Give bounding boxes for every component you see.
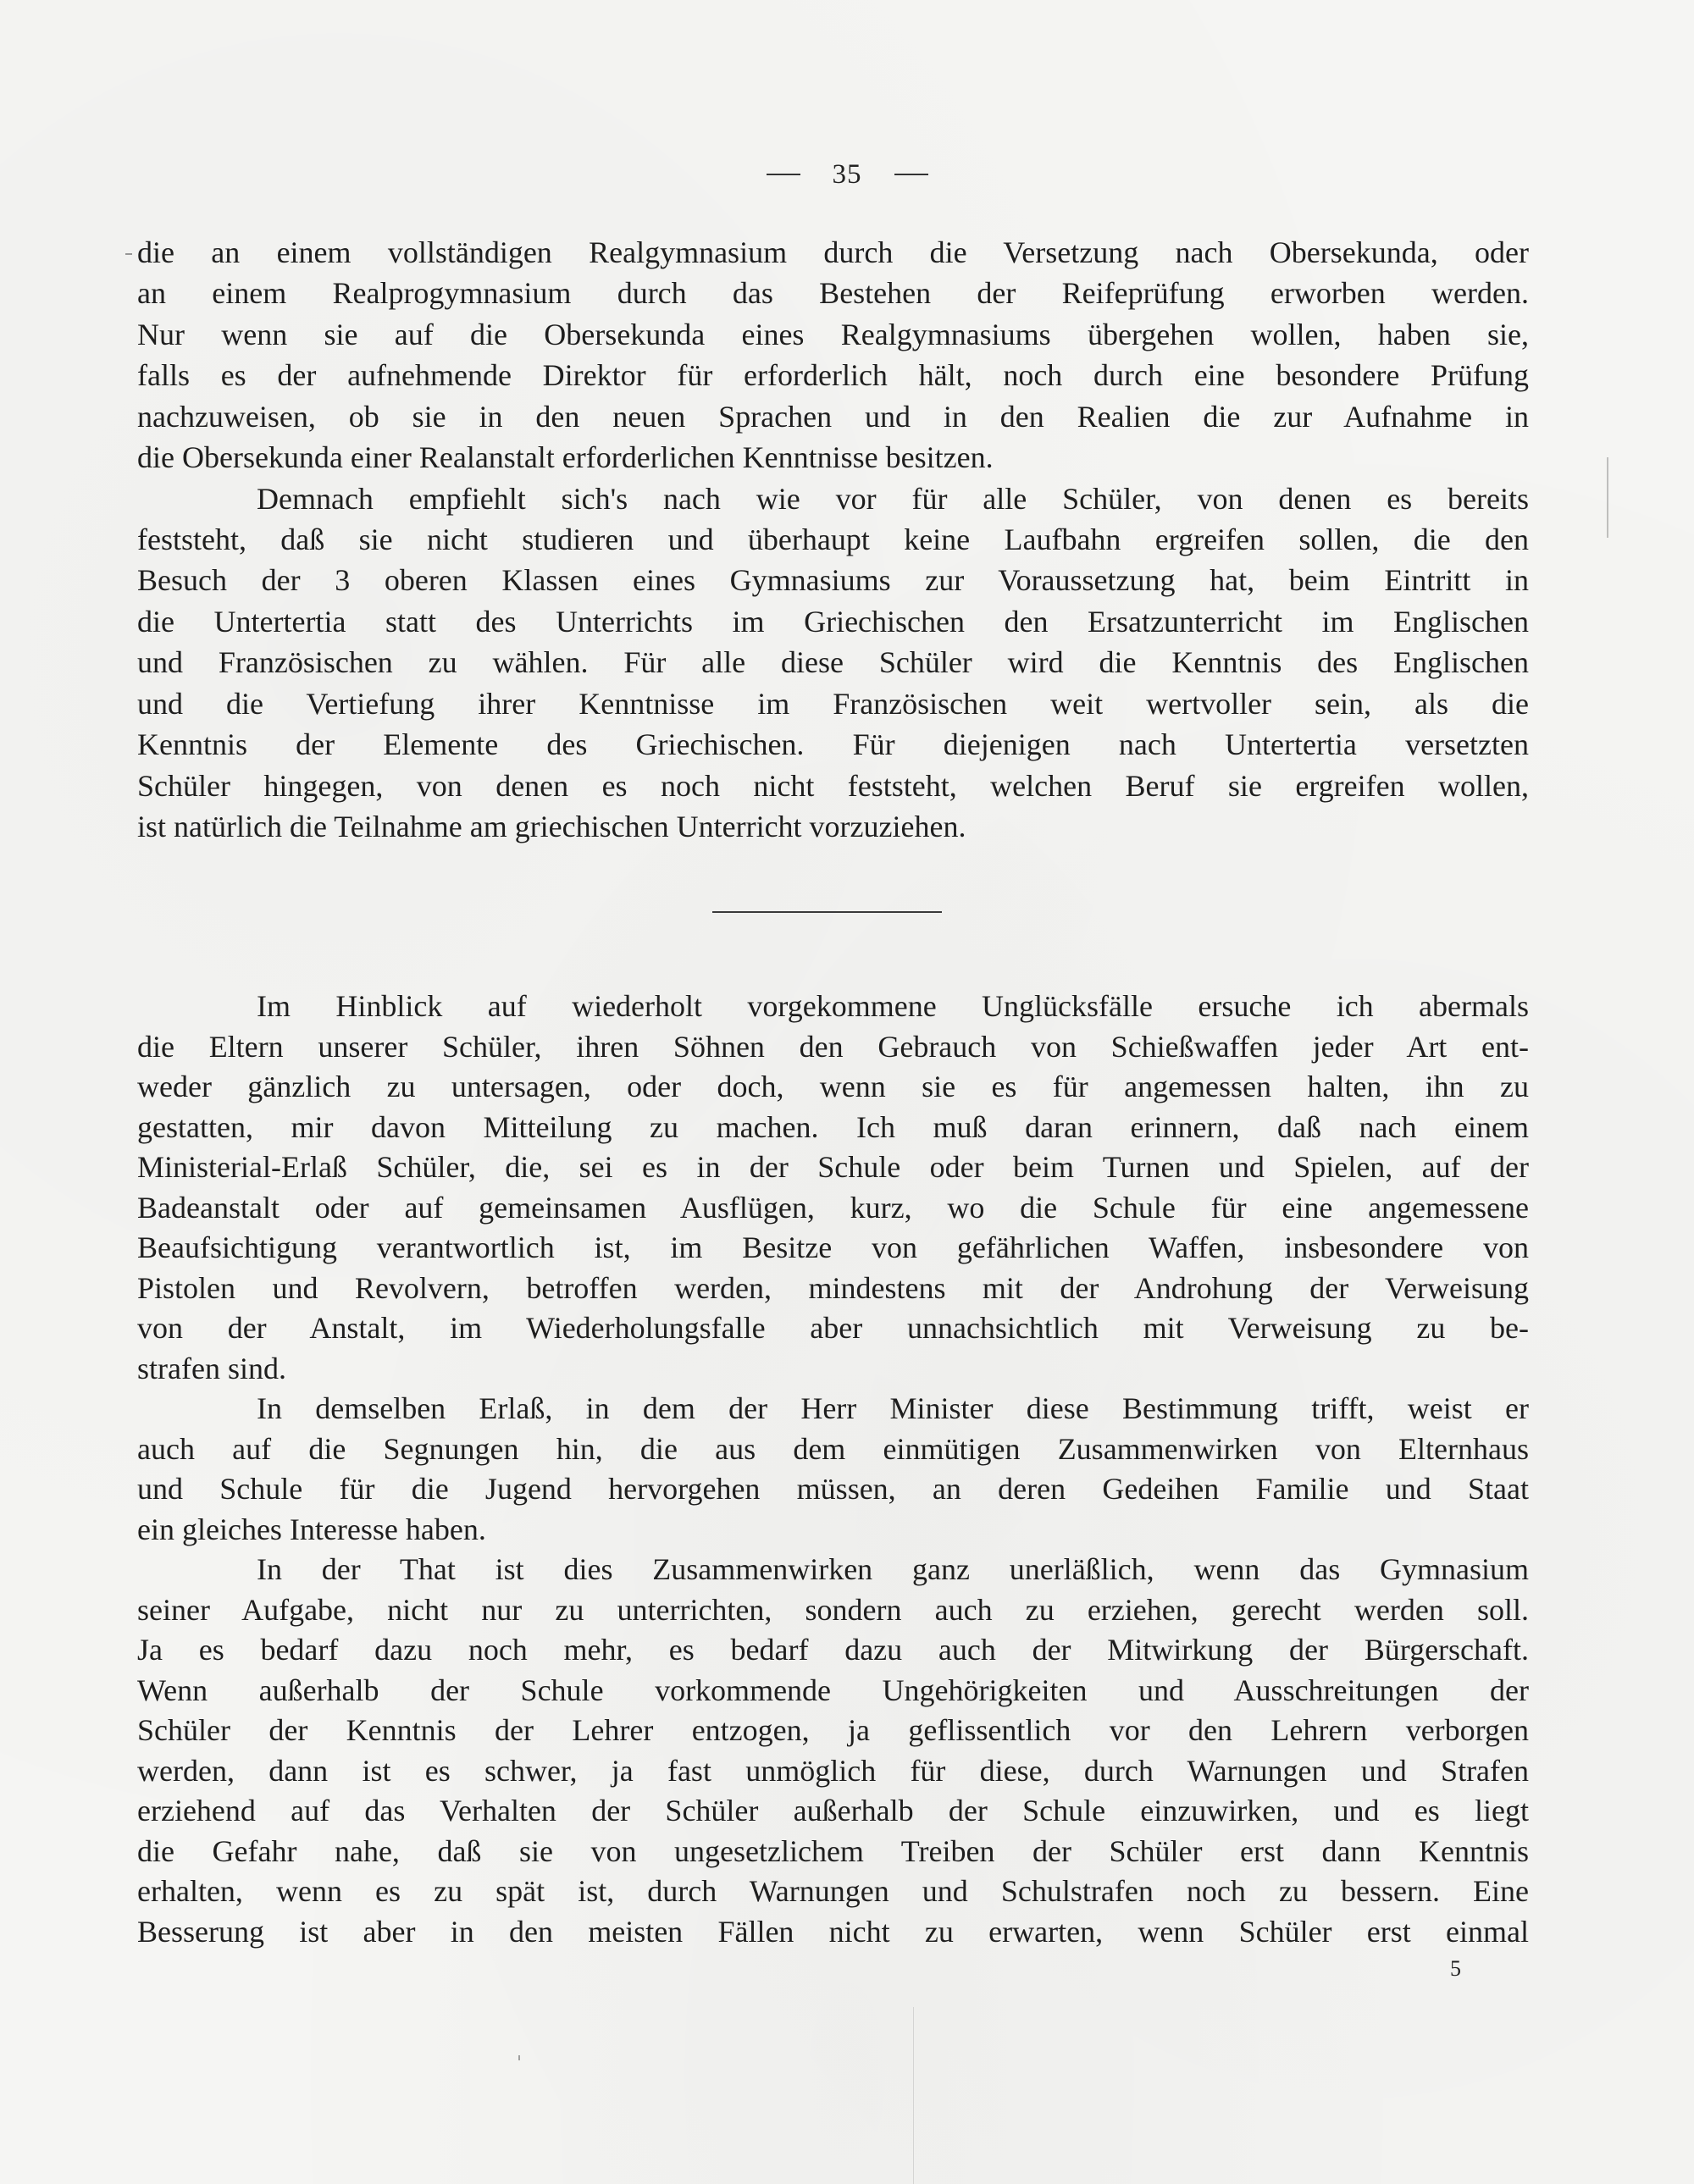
text-line: gestatten, mir davon Mitteilung zu machen. Ich muß daran erinnern, daß nach einem [137, 1110, 1529, 1144]
scan-artifact-dot [518, 2055, 520, 2060]
text-line: Im Hinblick auf wiederholt vorgekommene Unglücksfälle ersuche ich abermals [257, 989, 1529, 1023]
text-line: und Schule für die Jugend hervorgehen müssen, an deren Gedeihen Familie und Staat [137, 1472, 1529, 1506]
text-line: die Obersekunda einer Realanstalt erforderlichen Kenntnisse besitzen. [137, 440, 994, 474]
text-line: falls es der aufnehmende Direktor für erforderlich hält, noch durch eine besondere Prüfung [137, 358, 1529, 392]
text-line: die Untertertia statt des Unterrichts im Griechischen den Ersatzunterricht im Englischen [137, 605, 1529, 639]
text-line: Besuch der 3 oberen Klassen eines Gymnasiums zur Voraussetzung hat, beim Eintritt in [137, 563, 1529, 597]
text-line: erziehend auf das Verhalten der Schüler außerhalb der Schule einzuwirken, und es liegt [137, 1794, 1529, 1827]
signature-mark: 5 [1450, 1956, 1461, 1981]
text-line: von der Anstalt, im Wiederholungsfalle aber unnachsichtlich mit Verweisung zu be- [137, 1311, 1529, 1345]
scan-artifact-line [1607, 457, 1608, 538]
text-line: und Französischen zu wählen. Für alle diese Schüler wird die Kenntnis des Englischen [137, 645, 1529, 679]
text-line: Ministerial-Erlaß Schüler, die, sei es in der Schule oder beim Turnen und Spielen, auf der [137, 1150, 1529, 1184]
text-line: Kenntnis der Elemente des Griechischen. Für diejenigen nach Untertertia versetzten [137, 727, 1529, 761]
text-line: ist natürlich die Teilnahme am griechischen Unterricht vorzuziehen. [137, 810, 966, 843]
scan-artifact-line [913, 2007, 914, 2184]
text-line: strafen sind. [137, 1352, 286, 1385]
page-number: 35 [832, 159, 862, 190]
text-line: In demselben Erlaß, in dem der Herr Minister diese Bestimmung trifft, weist er [257, 1391, 1529, 1425]
text-line: nachzuweisen, ob sie in den neuen Sprachen und in den Realien die zur Aufnahme in [137, 400, 1529, 434]
text-line: Pistolen und Revolvern, betroffen werden, mindestens mit der Androhung der Verweisung [137, 1271, 1529, 1305]
page-header [0, 158, 1694, 191]
text-line: Badeanstalt oder auf gemeinsamen Ausflügen, kurz, wo die Schule für eine angemessene [137, 1191, 1529, 1225]
text-line: die an einem vollständigen Realgymnasium durch die Versetzung nach Obersekunda, oder [137, 235, 1529, 269]
text-line: die Eltern unserer Schüler, ihren Söhnen den Gebrauch von Schießwaffen jeder Art ent- [137, 1030, 1529, 1064]
text-line: und die Vertiefung ihrer Kenntnisse im Französischen weit wertvoller sein, als die [137, 687, 1529, 721]
text-line: Schüler der Kenntnis der Lehrer entzogen, ja geflissentlich vor den Lehrern verborgen [137, 1713, 1529, 1747]
header-dash-right [894, 174, 928, 175]
text-line: Nur wenn sie auf die Obersekunda eines Realgymnasiums übergehen wollen, haben sie, [137, 318, 1529, 351]
header-dash-left [767, 174, 800, 175]
section-divider-rule [712, 911, 942, 913]
text-line: an einem Realprogymnasium durch das Bestehen der Reifeprüfung erworben werden. [137, 276, 1529, 310]
text-line: seiner Aufgabe, nicht nur zu unterrichten, sondern auch zu erziehen, gerecht werden soll. [137, 1593, 1529, 1627]
text-line: werden, dann ist es schwer, ja fast unmöglich für diese, durch Warnungen und Strafen [137, 1754, 1529, 1788]
text-line: In der That ist dies Zusammenwirken ganz unerläßlich, wenn das Gymnasium [257, 1552, 1529, 1586]
text-line: Schüler hingegen, von denen es noch nicht feststeht, welchen Beruf sie ergreifen wollen, [137, 769, 1529, 803]
text-line: Beaufsichtigung verantwortlich ist, im Besitze von gefährlichen Waffen, insbesondere von [137, 1230, 1529, 1264]
text-line: erhalten, wenn es zu spät ist, durch Warnungen und Schulstrafen noch zu bessern. Eine [137, 1874, 1529, 1908]
text-line: Wenn außerhalb der Schule vorkommende Ungehörigkeiten und Ausschreitungen der [137, 1673, 1529, 1707]
text-line: ein gleiches Interesse haben. [137, 1512, 486, 1546]
text-line: weder gänzlich zu untersagen, oder doch, wenn sie es für angemessen halten, ihn zu [137, 1070, 1529, 1103]
text-line: Ja es bedarf dazu noch mehr, es bedarf dazu auch der Mitwirkung der Bürgerschaft. [137, 1633, 1529, 1667]
text-line: feststeht, daß sie nicht studieren und überhaupt keine Laufbahn ergreifen sollen, die den [137, 523, 1529, 556]
text-line: auch auf die Segnungen hin, die aus dem einmütigen Zusammenwirken von Elternhaus [137, 1432, 1529, 1466]
text-line: die Gefahr nahe, daß sie von ungesetzlichem Treiben der Schüler erst dann Kenntnis [137, 1834, 1529, 1868]
text-line: Demnach empfiehlt sich's nach wie vor für alle Schüler, von denen es bereits [257, 482, 1529, 516]
text-line: Besserung ist aber in den meisten Fällen nicht zu erwarten, wenn Schüler erst einmal [137, 1915, 1529, 1949]
scan-artifact-dot [125, 253, 132, 255]
